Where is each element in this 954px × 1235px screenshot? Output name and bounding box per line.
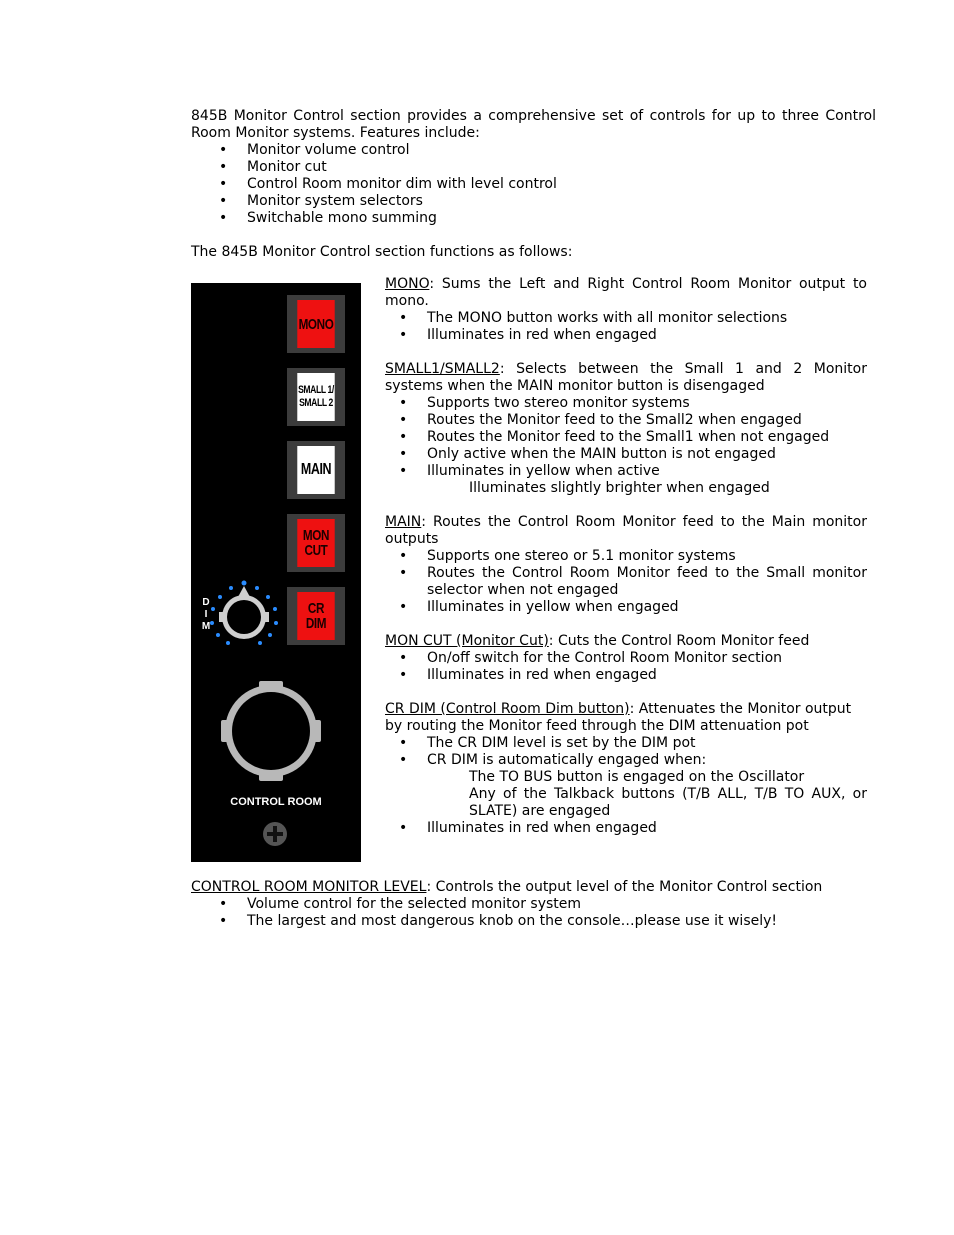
led-dot: [218, 595, 222, 599]
small-sub-item: Illuminates slightly brighter when engaged: [469, 480, 770, 496]
list-item: • The MONO button works with all monitor selections: [427, 310, 867, 327]
feature-item: • Switchable mono summing: [247, 210, 876, 227]
mono-title: MONO: [385, 276, 430, 292]
monitor-panel-image: [191, 283, 361, 862]
small-button-label: SMALL 1/ SMALL 2: [297, 373, 334, 421]
led-dot: [258, 641, 262, 645]
dim-knob: [210, 581, 278, 646]
list-item: • Volume control for the selected monitor system: [247, 896, 876, 913]
crdim-section-desc: CR DIM (Control Room Dim button): Attenuates the Monitor output by routing the Monitor feed through the DIM attenuation pot: [385, 701, 852, 734]
feature-item: • Monitor system selectors: [247, 193, 876, 210]
led-dot: [216, 633, 220, 637]
crlevel-block: [191, 879, 876, 930]
list-item: • Routes the Monitor feed to the Small1 when not engaged: [427, 429, 867, 446]
list-item: • Routes the Control Room Monitor feed to the Small monitor selector when not engaged: [427, 565, 867, 599]
led-dot: [274, 621, 278, 625]
moncut-section-desc: MON CUT (Monitor Cut): Cuts the Control Room Monitor feed: [385, 633, 810, 649]
led-dot: [210, 621, 214, 625]
moncut-title: MON CUT (Monitor Cut): [385, 633, 549, 649]
led-dot: [226, 641, 230, 645]
list-item: • CR DIM is automatically engaged when:: [427, 752, 867, 769]
led-dot: [255, 586, 259, 590]
crdim-sub-item: Any of the Talkback buttons (T/B ALL, T/B TO AUX, or SLATE) are engaged: [469, 786, 867, 819]
crdim-title: CR DIM (Control Room Dim button): [385, 701, 630, 717]
main-button-label: MAIN: [297, 446, 334, 494]
control-room-knob: [221, 681, 321, 781]
led-dot: [242, 581, 247, 586]
feature-item: • Monitor volume control: [247, 142, 876, 159]
crdim-button-label: CR DIM: [297, 592, 334, 640]
dim-label: D I M: [201, 597, 211, 632]
crdim-bullets: [427, 735, 867, 769]
list-item: • Only active when the MAIN button is not engaged: [427, 446, 867, 463]
screw-icon: [263, 822, 287, 846]
small-section-desc: SMALL1/SMALL2: Selects between the Small 1 and 2 Monitor systems when the MAIN monitor button is disengaged: [385, 361, 867, 394]
crdim-bullets-last: [427, 820, 867, 837]
led-dot: [211, 607, 215, 611]
list-item: • Supports two stereo monitor systems: [427, 395, 867, 412]
moncut-bullets: [427, 650, 867, 684]
crlevel-title: CONTROL ROOM MONITOR LEVEL: [191, 879, 427, 895]
functions-column: [385, 276, 867, 837]
led-dot: [229, 586, 233, 590]
list-item: • Illuminates in yellow when engaged: [427, 599, 867, 616]
list-item: • Supports one stereo or 5.1 monitor systems: [427, 548, 867, 565]
feature-item: • Control Room monitor dim with level control: [247, 176, 876, 193]
feature-list: [247, 142, 876, 227]
intro-text: 845B Monitor Control section provides a comprehensive set of controls for up to three Control Room Monitor systems. Features include:: [191, 108, 876, 141]
small-title: SMALL1/SMALL2: [385, 361, 500, 377]
list-item: • Illuminates in red when engaged: [427, 820, 867, 837]
mono-bullets: [427, 310, 867, 344]
main-bullets: [427, 548, 867, 616]
functions-intro: The 845B Monitor Control section functions as follows:: [191, 244, 573, 260]
list-item: • On/off switch for the Control Room Monitor section: [427, 650, 867, 667]
list-item: • The CR DIM level is set by the DIM pot: [427, 735, 867, 752]
list-item: • Illuminates in red when engaged: [427, 327, 867, 344]
list-item: • The largest and most dangerous knob on the console…please use it wisely!: [247, 913, 876, 930]
list-item: • Routes the Monitor feed to the Small2 when engaged: [427, 412, 867, 429]
small-bullets: [427, 395, 867, 480]
crdim-sub-item: The TO BUS button is engaged on the Oscillator: [469, 769, 805, 785]
mono-button-label: MONO: [297, 300, 334, 348]
main-title: MAIN: [385, 514, 422, 530]
control-room-label: CONTROL ROOM: [230, 796, 322, 808]
feature-item: • Monitor cut: [247, 159, 876, 176]
panel-knobs-drawing: [191, 283, 361, 862]
moncut-button-label: MON CUT: [297, 519, 334, 567]
list-item: • Illuminates in yellow when active: [427, 463, 867, 480]
intro-block: [191, 108, 876, 227]
crlevel-section-desc: CONTROL ROOM MONITOR LEVEL: Controls the output level of the Monitor Control section: [191, 879, 823, 895]
led-dot: [273, 607, 277, 611]
main-section-desc: MAIN: Routes the Control Room Monitor feed to the Main monitor outputs: [385, 514, 867, 547]
led-dot: [266, 595, 270, 599]
crlevel-bullets: [247, 896, 876, 930]
led-dot: [268, 633, 272, 637]
mono-section-desc: MONO: Sums the Left and Right Control Room Monitor output to mono.: [385, 276, 867, 309]
list-item: • Illuminates in red when engaged: [427, 667, 867, 684]
